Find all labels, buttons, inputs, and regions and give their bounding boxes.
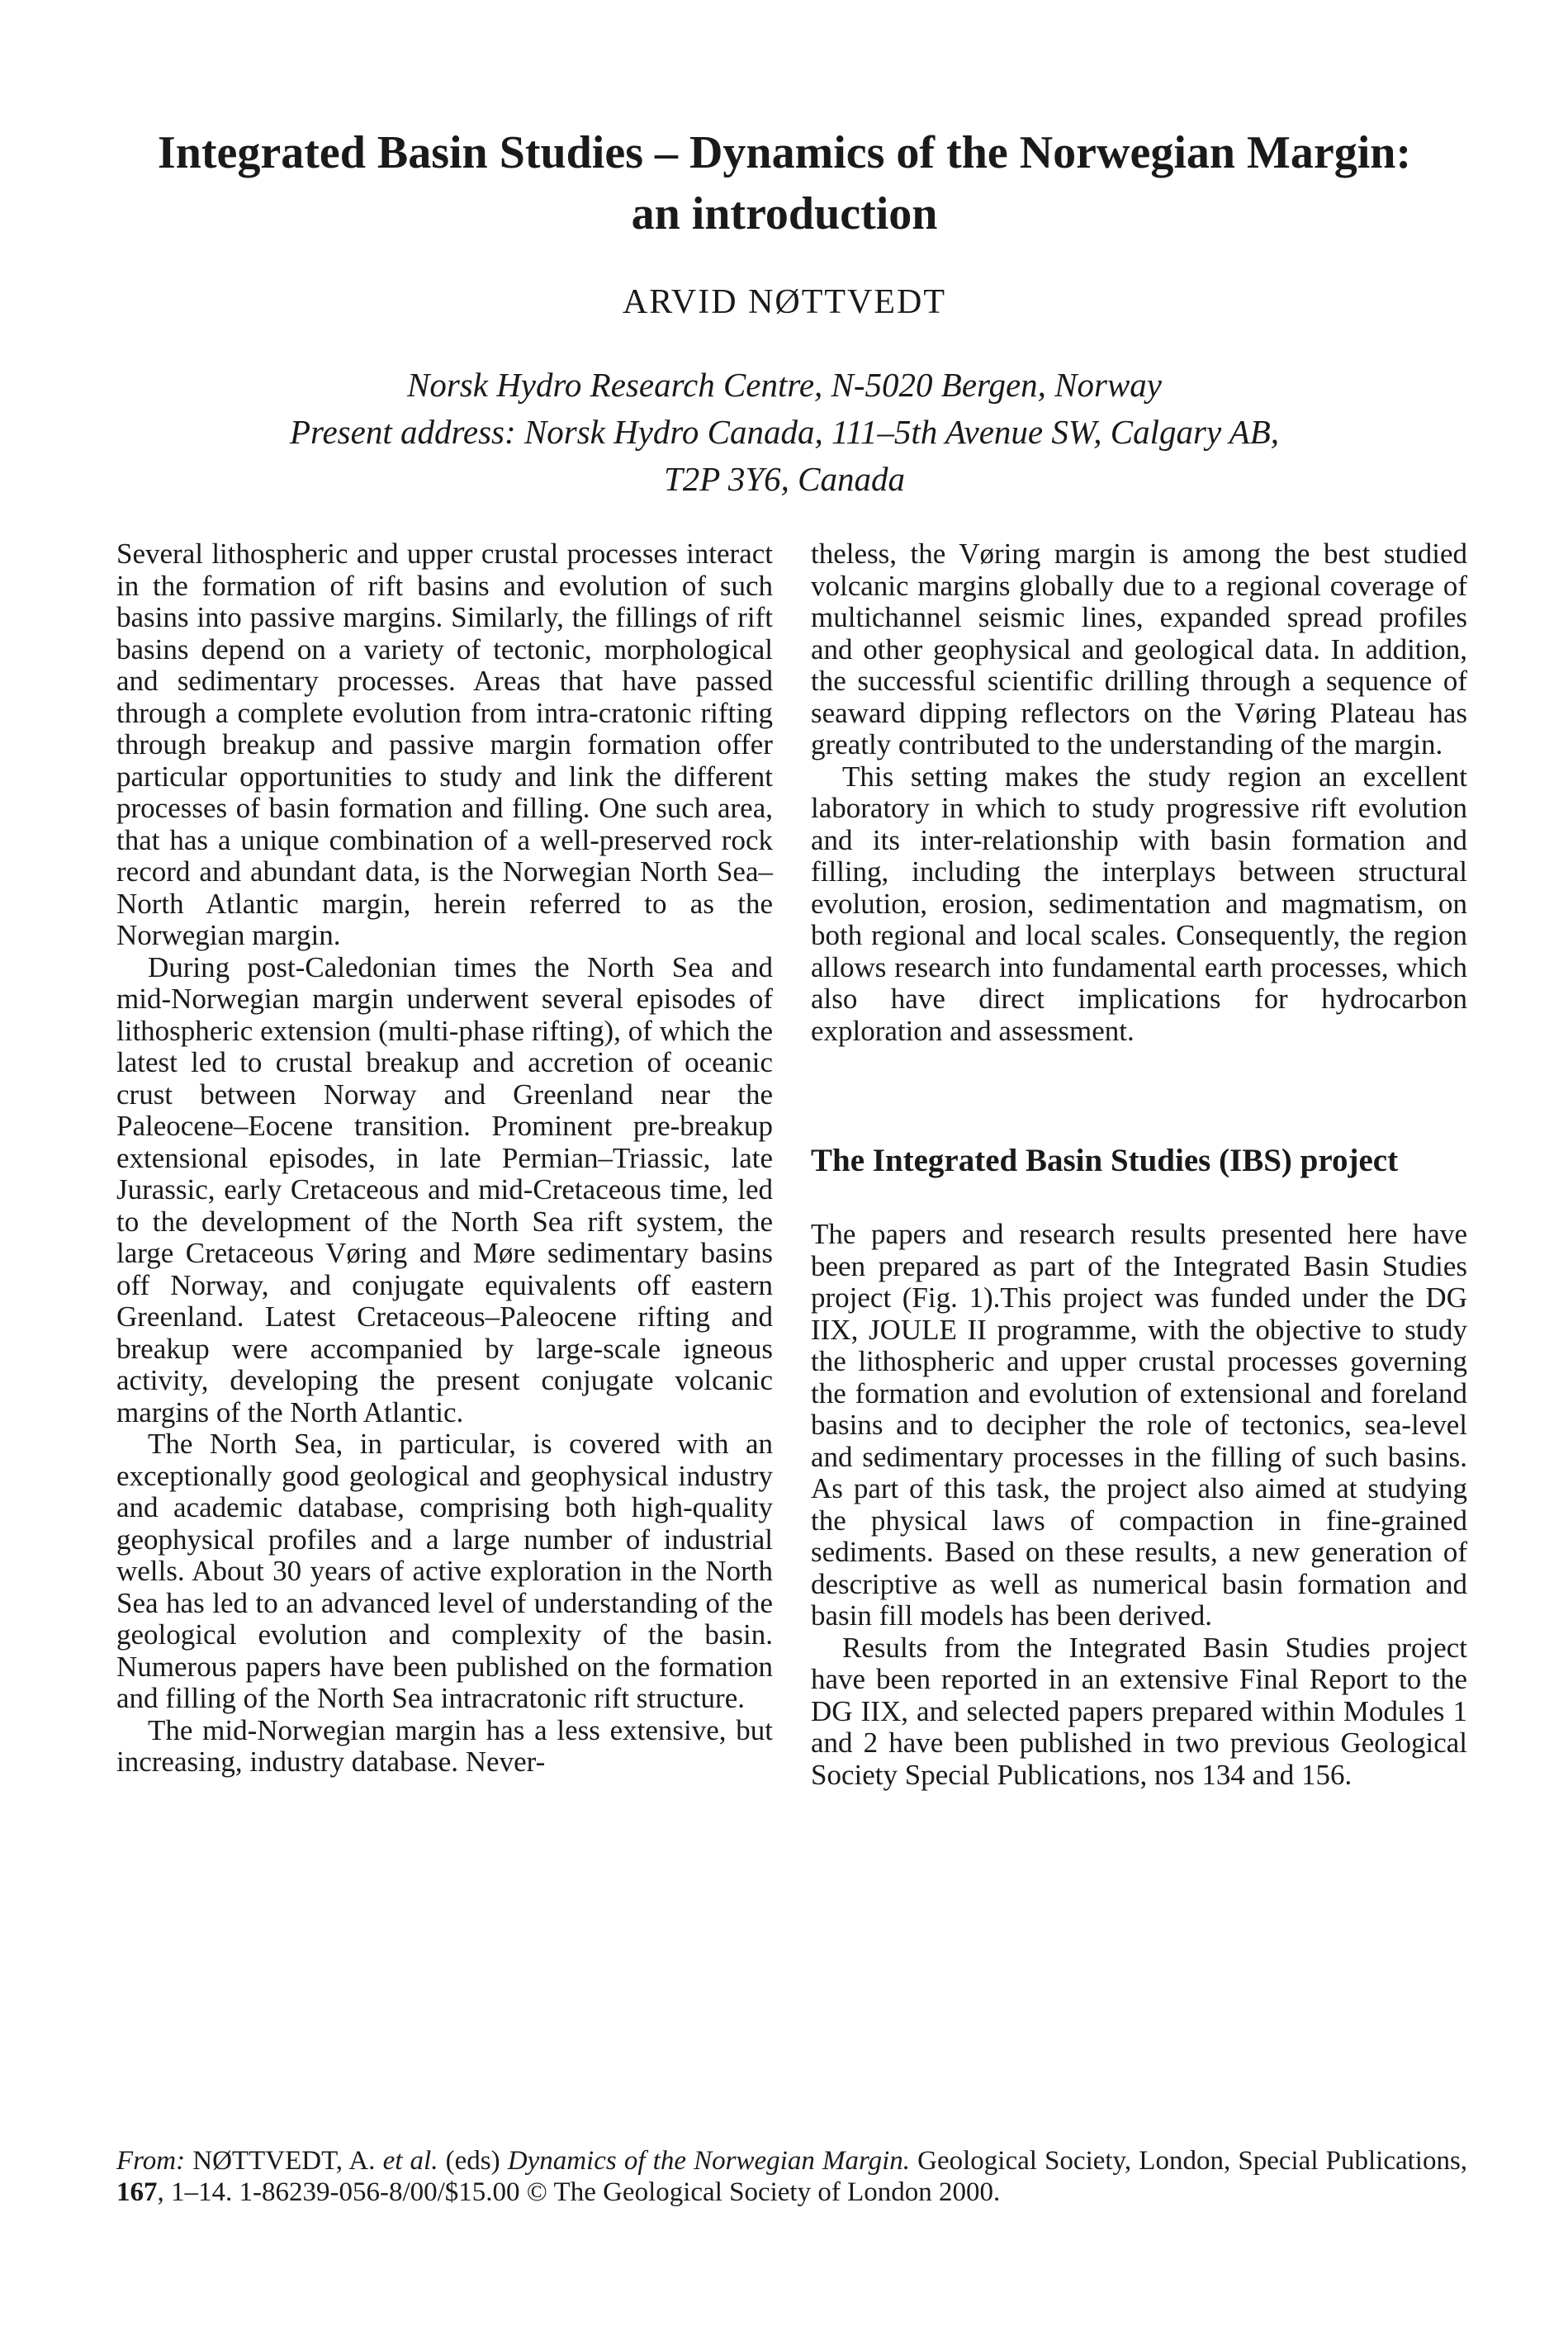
body-paragraph: During post-Caledonian times the North Sea and mid-Norwegian margin underwent several episodes of lithospheric extension (multi-phase rifting), of which the latest led to crustal breakup and accretion of oceanic crust between Norway and Greenland near the Paleocene–Eocene transition. Prominent pre-breakup extensional episodes, in late Permian–Triassic, late Jurassic, early Cretaceous and mid-Cretaceous time, led to the development of the North Sea rift system, the large Cretaceous Vøring and Møre sedimentary basins off Norway, and conjugate equivalents off eastern Greenland. Latest Cretaceous–Paleocene rifting and breakup were accompanied by large-scale igneous activity, developing the present conjugate volcanic margins of the North Atlantic. bbox=[116, 950, 773, 1428]
title-line-2: an introduction bbox=[631, 188, 938, 239]
title-line-1: Integrated Basin Studies – Dynamics of the Norwegian Margin: bbox=[157, 127, 1412, 178]
body-paragraph: theless, the Vøring margin is among the best studied volcanic margins globally due to a regional coverage of multichannel seismic lines, expanded spread profiles and other geophysical and geological data. In addition, the successful scientific drilling through a sequence of seaward dipping reflectors on the Vøring Plateau has greatly contributed to the understanding of the margin. bbox=[811, 538, 1467, 760]
footer-authors: NØTTVEDT, bbox=[192, 2146, 343, 2176]
footer-eds: (eds) bbox=[438, 2146, 508, 2176]
article-title bbox=[124, 122, 1445, 244]
body-paragraph: The papers and research results presented here have been prepared as part of the Integrated Basin Studies project (Fig. 1).This project was funded under the DG IIX, JOULE II programme, with the objective to study the lithospheric and upper crustal processes governing the formation and evolution of extensional and foreland basins and to decipher the role of tectonics, sea-level and sedimentary processes in the filling of such basins. As part of this task, the project also aimed at studying the physical laws of compaction in fine-grained sediments. Based on these results, a new generation of descriptive as well as numerical basin formation and basin fill models has been derived. bbox=[811, 1218, 1467, 1632]
footer-book-title: Dynamics of the Norwegian Margin. bbox=[507, 2146, 910, 2176]
body-paragraph: Results from the Integrated Basin Studies project have been reported in an extensive Final Report to the DG IIX, and selected papers prepared within Modules 1 and 2 have been published in two previous Geological Society Special Publications, nos 134 and 156. bbox=[811, 1631, 1467, 1791]
body-paragraph: The North Sea, in particular, is covered with an exceptionally good geological and geophysical industry and academic database, comprising both high-quality geophysical profiles and a large number of industrial wells. About 30 years of active exploration in the North Sea has led to an advanced level of understanding of the geological evolution and complexity of the basin. Numerous papers have been published on the formation and filling of the North Sea intracratonic rift structure. bbox=[116, 1428, 773, 1714]
footer-etal: et al. bbox=[382, 2146, 438, 2176]
body-paragraph: The mid-Norwegian margin has a less extensive, but increasing, industry database. Never- bbox=[116, 1713, 773, 1778]
footer-initial: A. bbox=[343, 2146, 383, 2176]
footer-details: , 1–14. 1-86239-056-8/00/$15.00 © The Geological Society of London 2000. bbox=[157, 2177, 1001, 2207]
footer-from: From: bbox=[116, 2146, 186, 2176]
left-column bbox=[116, 538, 773, 1779]
body-paragraph: Several lithospheric and upper crustal processes interact in the formation of rift basins and evolution of such basins into passive margins. Similarly, the fillings of rift basins depend on a variety of tectonic, morphological and sedimentary processes. Areas that have passed through a complete evolution from intra-cratonic rifting through breakup and passive margin formation offer particular opportunities to study and link the different processes of basin formation and filling. One such area, that has a unique combination of a well-preserved rock record and abundant data, is the Norwegian North Sea–North Atlantic margin, herein referred to as the Norwegian margin. bbox=[116, 538, 773, 951]
body-paragraph: This setting makes the study region an excellent laboratory in which to study progressive rift evolution and its inter-relationship with basin formation and filling, including the interplays between structural evolution, erosion, sedimentation and magmatism, on both regional and local scales. Consequently, the region allows research into fundamental earth processes, which also have direct implications for hydrocarbon exploration and assessment. bbox=[811, 760, 1467, 1047]
footer-volume: 167 bbox=[116, 2177, 158, 2207]
author-affiliation bbox=[124, 362, 1445, 503]
right-column bbox=[811, 538, 1467, 1791]
affiliation-line-2: Present address: Norsk Hydro Canada, 111–5th Avenue SW, Calgary AB, bbox=[289, 413, 1280, 451]
affiliation-line-1: Norsk Hydro Research Centre, N-5020 Bergen, Norway bbox=[406, 366, 1162, 404]
affiliation-line-3: T2P 3Y6, Canada bbox=[663, 460, 905, 498]
citation-footer bbox=[116, 2145, 1467, 2208]
footer-publisher: Geological Society, London, Special Publications, bbox=[910, 2146, 1468, 2176]
section-heading: The Integrated Basin Studies (IBS) project bbox=[811, 1143, 1399, 1178]
author-name: ARVID NØTTVEDT bbox=[622, 283, 947, 321]
